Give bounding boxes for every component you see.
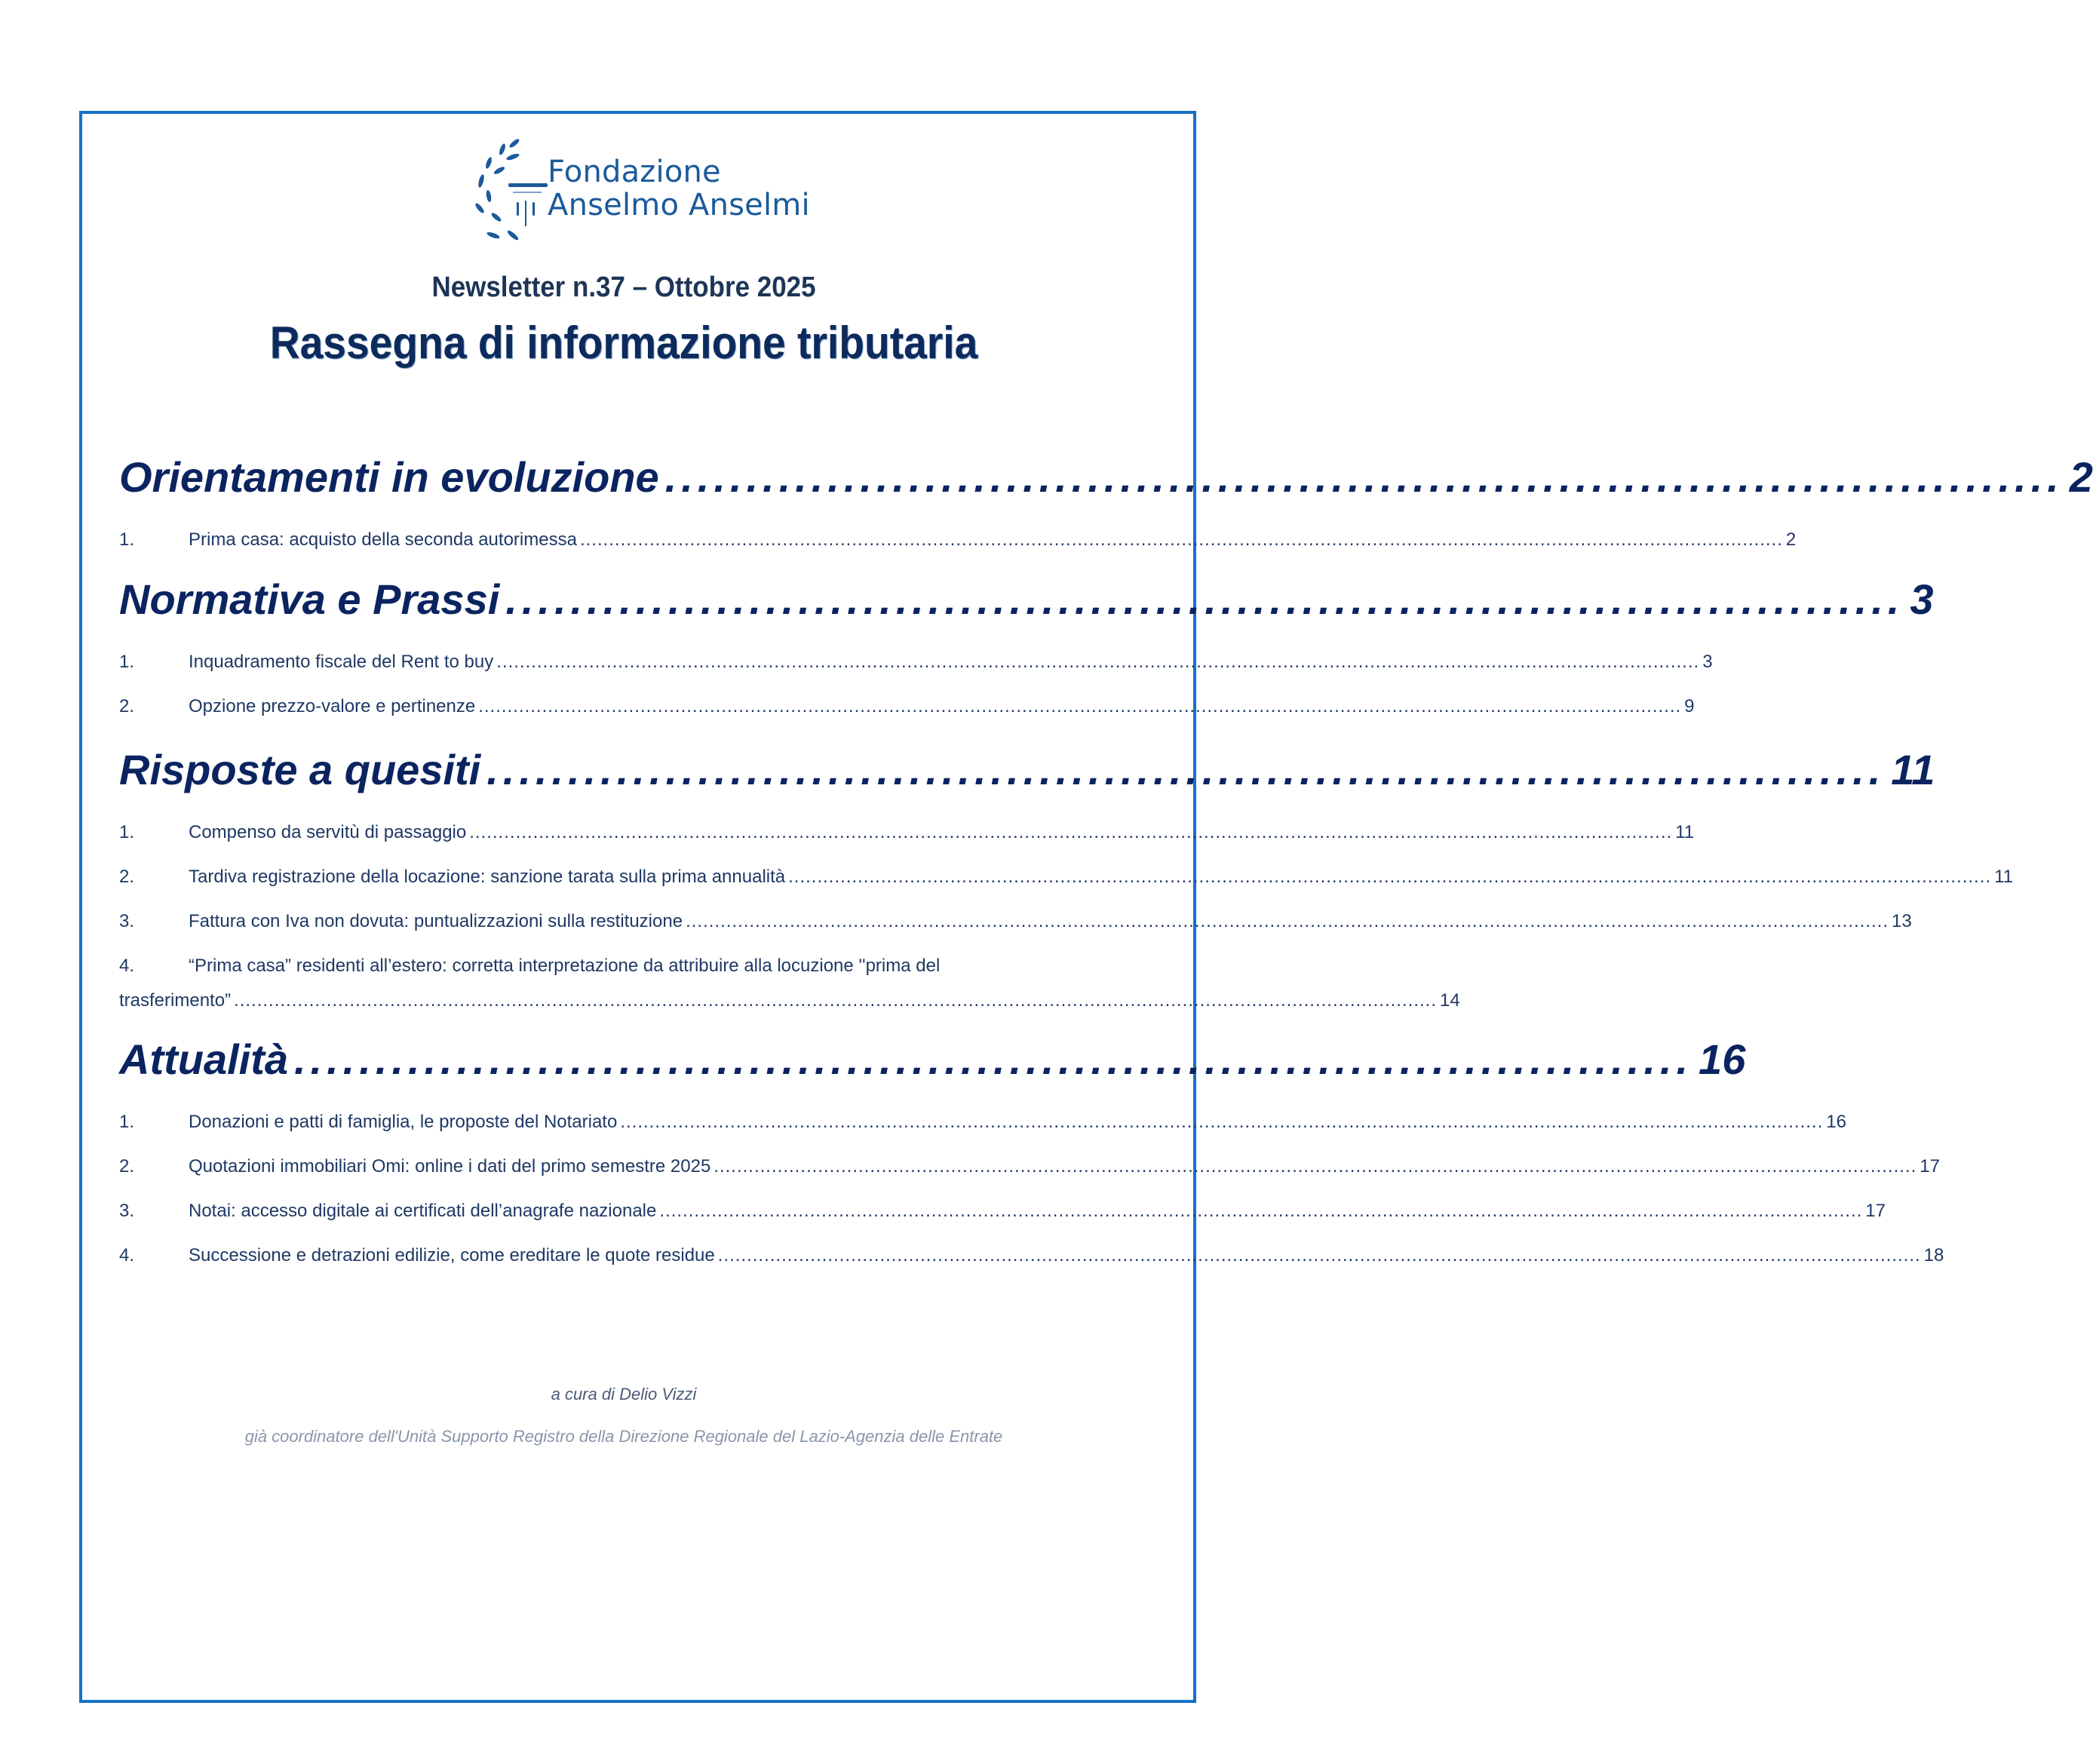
toc-entry[interactable] xyxy=(119,867,2013,888)
section-page: 2 xyxy=(2069,453,2093,501)
entry-title: Inquadramento fiscale del Rent to buy xyxy=(189,652,494,672)
entry-index: 2. xyxy=(119,867,135,887)
laurel-column-icon xyxy=(466,133,542,253)
entry-title: Compenso da servitù di passaggio xyxy=(189,822,467,842)
curator-role: già coordinatore dell'Unità Supporto Registro della Direzione Regionale del Lazio-Agenzia delle Entrate xyxy=(244,1427,1003,1446)
curator-credit: a cura di Delio Vizzi xyxy=(551,1385,697,1404)
leader-dots: ...................................................................................... xyxy=(486,746,1886,793)
section-title: Attualità xyxy=(119,1035,288,1083)
toc-entry[interactable] xyxy=(119,1201,1886,1222)
entry-index: 4. xyxy=(119,956,135,976)
entry-page: 11 xyxy=(1675,822,1695,842)
logo-line-2: Anselmo Anselmi xyxy=(548,188,810,222)
main-title: Rassegna di informazione tributaria xyxy=(269,318,978,368)
entry-index: 4. xyxy=(119,1245,135,1265)
entry-title: Notai: accesso digitale ai certificati dell’anagrafe nazionale xyxy=(189,1201,657,1221)
toc-entry[interactable] xyxy=(119,1245,1944,1266)
toc-section-heading[interactable] xyxy=(119,745,1935,794)
leader-dots: ................................................................................................................................................................................................................ xyxy=(496,652,1700,672)
section-page: 3 xyxy=(1910,575,1934,623)
section-title: Risposte a quesiti xyxy=(119,746,481,793)
leader-dots: ...................................................................................... xyxy=(505,575,1904,623)
entry-page: 14 xyxy=(1439,990,1460,1011)
entry-page: 11 xyxy=(1994,867,2013,887)
entry-title-continued: trasferimento” xyxy=(119,990,232,1011)
entry-title: Donazioni e patti di famiglia, le proposte del Notariato xyxy=(189,1112,618,1132)
section-page: 11 xyxy=(1891,746,1935,793)
toc-entry[interactable] xyxy=(119,822,1695,843)
entry-page: 17 xyxy=(1865,1201,1886,1221)
foundation-logo xyxy=(466,133,828,253)
entry-page: 13 xyxy=(1892,911,1912,931)
entry-index: 3. xyxy=(119,1201,135,1221)
entry-title: Prima casa: acquisto della seconda autorimessa xyxy=(189,529,577,550)
leader-dots: ................................................................................................................................................................................................................ xyxy=(469,822,1673,842)
entry-index: 1. xyxy=(119,652,135,672)
leader-dots: ...................................................................................... xyxy=(664,453,2064,501)
entry-index: 2. xyxy=(119,1156,135,1177)
entry-page: 3 xyxy=(1702,652,1713,672)
leader-dots: ................................................................................................................................................................................................................ xyxy=(478,696,1682,716)
section-title: Orientamenti in evoluzione xyxy=(119,453,659,501)
toc-section-heading[interactable] xyxy=(119,453,2093,502)
entry-page: 16 xyxy=(1826,1112,1846,1132)
toc-entry[interactable] xyxy=(119,956,1460,1011)
toc-entry[interactable] xyxy=(119,529,1797,551)
entry-index: 1. xyxy=(119,822,135,842)
leader-dots: ................................................................................................................................................................................................................ xyxy=(659,1201,1863,1221)
leader-dots: ................................................................................................................................................................................................................ xyxy=(620,1112,1824,1132)
leader-dots: ...................................................................................... xyxy=(294,1035,1693,1083)
logo-line-1: Fondazione xyxy=(548,155,721,189)
entry-page: 9 xyxy=(1684,696,1695,716)
toc-entry[interactable] xyxy=(119,1156,1940,1177)
entry-title: Quotazioni immobiliari Omi: online i dati del primo semestre 2025 xyxy=(189,1156,711,1177)
entry-index: 2. xyxy=(119,696,135,716)
leader-dots: ................................................................................................................................................................................................................ xyxy=(579,529,1783,550)
entry-page: 18 xyxy=(1923,1245,1944,1265)
logo-wordmark xyxy=(548,155,810,222)
entry-index: 1. xyxy=(119,529,135,550)
toc-entry[interactable] xyxy=(119,1112,1846,1133)
toc-entry[interactable] xyxy=(119,652,1713,673)
toc-section-heading[interactable] xyxy=(119,1035,1746,1084)
entry-index: 1. xyxy=(119,1112,135,1132)
entry-title: Tardiva registrazione della locazione: sanzione tarata sulla prima annualità xyxy=(189,867,786,887)
section-page: 16 xyxy=(1699,1035,1746,1083)
entry-page: 2 xyxy=(1785,529,1797,550)
leader-dots: ................................................................................................................................................................................................................ xyxy=(717,1245,1921,1265)
toc-section-heading[interactable] xyxy=(119,575,1934,624)
section-title: Normativa e Prassi xyxy=(119,575,500,623)
entry-title: Successione e detrazioni edilizie, come ereditare le quote residue xyxy=(189,1245,715,1265)
entry-title: “Prima casa” residenti all’estero: corretta interpretazione da attribuire alla locuzione ''prima del xyxy=(189,956,941,976)
toc-entry[interactable] xyxy=(119,911,1912,932)
toc-entry[interactable] xyxy=(119,696,1695,717)
leader-dots: ................................................................................................................................................................................................................ xyxy=(788,867,1992,887)
newsletter-issue: Newsletter n.37 – Ottobre 2025 xyxy=(431,272,816,303)
entry-index: 3. xyxy=(119,911,135,931)
leader-dots: ................................................................................................................................................................................................................ xyxy=(234,990,1437,1011)
entry-page: 17 xyxy=(1920,1156,1940,1177)
leader-dots: ................................................................................................................................................................................................................ xyxy=(686,911,1889,931)
leader-dots: ................................................................................................................................................................................................................ xyxy=(714,1156,1917,1177)
entry-title: Opzione prezzo-valore e pertinenze xyxy=(189,696,476,716)
entry-title: Fattura con Iva non dovuta: puntualizzazioni sulla restituzione xyxy=(189,911,683,931)
